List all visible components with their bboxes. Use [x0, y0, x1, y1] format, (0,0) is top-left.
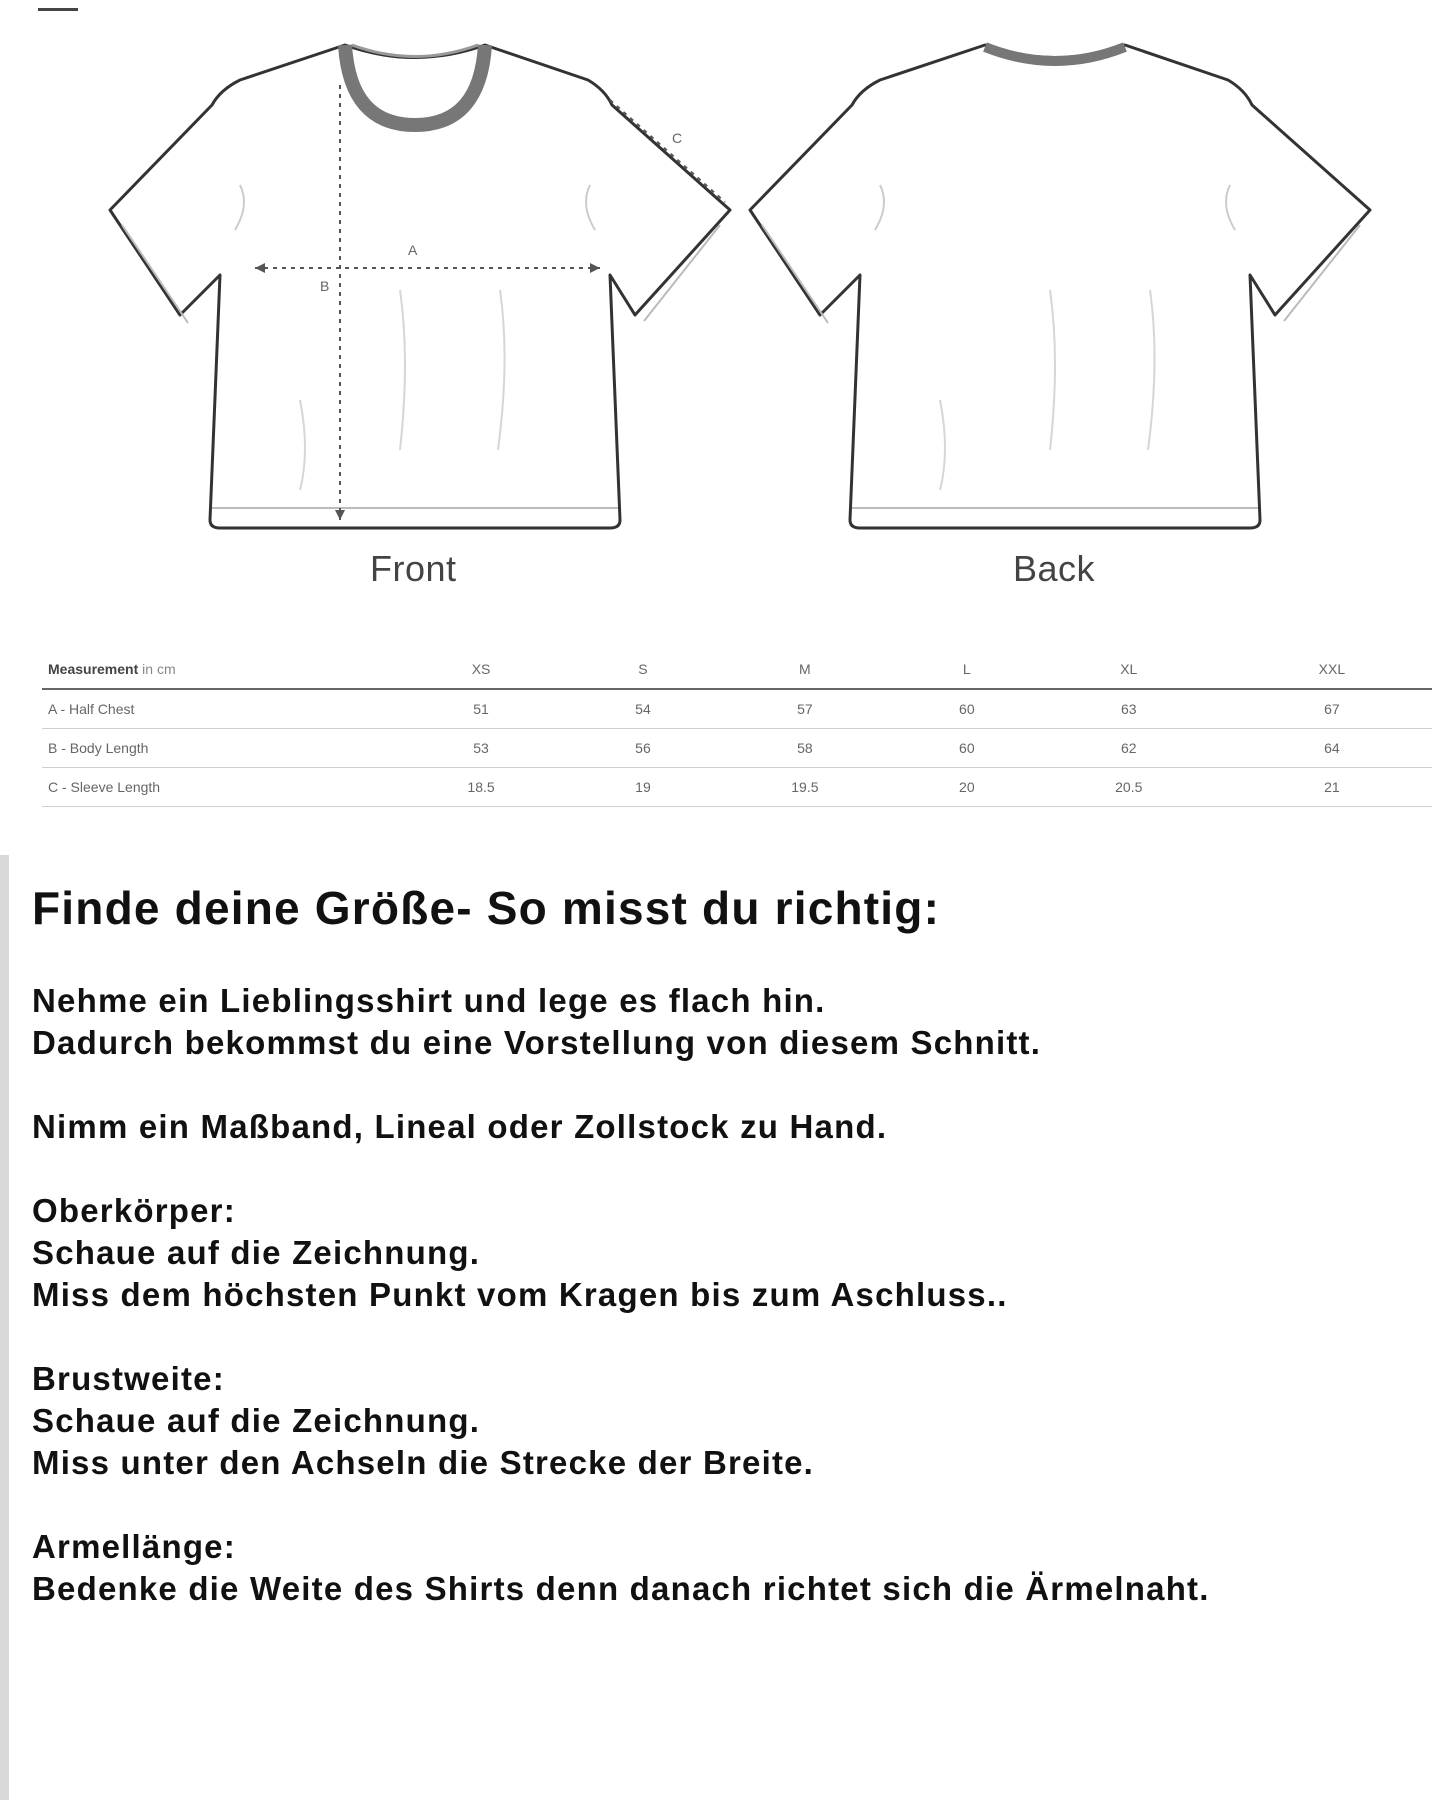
- table-cell: 62: [1026, 729, 1232, 768]
- tshirt-back-drawing: [740, 30, 1380, 550]
- table-cell: 20: [908, 768, 1026, 807]
- table-cell: 63: [1026, 689, 1232, 729]
- size-header: S: [584, 650, 702, 689]
- measurement-unit: in cm: [142, 661, 176, 677]
- table-cell: 64: [1232, 729, 1432, 768]
- table-cell: 56: [584, 729, 702, 768]
- instruction-heading-chest: Brustweite:: [32, 1360, 225, 1397]
- table-cell: 51: [378, 689, 584, 729]
- table-cell: 20.5: [1026, 768, 1232, 807]
- size-header: XXL: [1232, 650, 1432, 689]
- table-cell: 19.5: [702, 768, 908, 807]
- table-row: [42, 729, 1432, 768]
- table-row: [42, 768, 1432, 807]
- instruction-heading-sleeve: Armellänge:: [32, 1528, 236, 1565]
- table-row: [42, 689, 1432, 729]
- table-cell: 53: [378, 729, 584, 768]
- instruction-heading-upper-body: Oberkörper:: [32, 1192, 236, 1229]
- front-label: Front: [370, 548, 457, 589]
- instruction-line: Dadurch bekommst du eine Vorstellung von diesem Schnitt.: [32, 1024, 1042, 1061]
- instruction-line: Miss dem höchsten Punkt vom Kragen bis zum Aschluss..: [32, 1276, 1008, 1313]
- instruction-paragraph: [32, 1526, 1422, 1610]
- row-label: B - Body Length: [42, 729, 378, 768]
- table-cell: 67: [1232, 689, 1432, 729]
- measuring-instructions: [32, 880, 1422, 1652]
- instructions-title: Finde deine Größe- So misst du richtig:: [32, 882, 941, 934]
- size-header: L: [908, 650, 1026, 689]
- table-cell: 58: [702, 729, 908, 768]
- row-label: C - Sleeve Length: [42, 768, 378, 807]
- instruction-line: Bedenke die Weite des Shirts denn danach richtet sich die Ärmelnaht.: [32, 1570, 1210, 1607]
- instruction-paragraph: [32, 980, 1422, 1064]
- table-cell: 60: [908, 689, 1026, 729]
- left-border-rule: [0, 855, 9, 1800]
- size-table-header-row: [42, 650, 1432, 689]
- tshirt-front-drawing: [100, 30, 740, 550]
- size-header: XL: [1026, 650, 1232, 689]
- size-header: XS: [378, 650, 584, 689]
- row-label: A - Half Chest: [42, 689, 378, 729]
- size-header: M: [702, 650, 908, 689]
- top-mark: [38, 8, 78, 11]
- marker-a: A: [408, 242, 418, 258]
- table-cell: 60: [908, 729, 1026, 768]
- instruction-line: Schaue auf die Zeichnung.: [32, 1402, 481, 1439]
- instruction-paragraph: [32, 1190, 1422, 1316]
- instruction-line: Nehme ein Lieblingsshirt und lege es flach hin.: [32, 982, 826, 1019]
- instruction-paragraph: [32, 1106, 1422, 1148]
- table-cell: 18.5: [378, 768, 584, 807]
- size-table: [42, 650, 1432, 807]
- instruction-line: Schaue auf die Zeichnung.: [32, 1234, 481, 1271]
- instruction-line: Miss unter den Achseln die Strecke der Breite.: [32, 1444, 815, 1481]
- instruction-line: Nimm ein Maßband, Lineal oder Zollstock zu Hand.: [32, 1108, 888, 1145]
- marker-c: C: [672, 130, 683, 146]
- marker-b: B: [320, 278, 330, 294]
- table-cell: 54: [584, 689, 702, 729]
- table-cell: 57: [702, 689, 908, 729]
- table-cell: 21: [1232, 768, 1432, 807]
- instruction-paragraph: [32, 1358, 1422, 1484]
- measurement-header-label: Measurement: [48, 661, 139, 677]
- measurement-header: [42, 650, 378, 689]
- back-label: Back: [1013, 548, 1096, 589]
- table-cell: 19: [584, 768, 702, 807]
